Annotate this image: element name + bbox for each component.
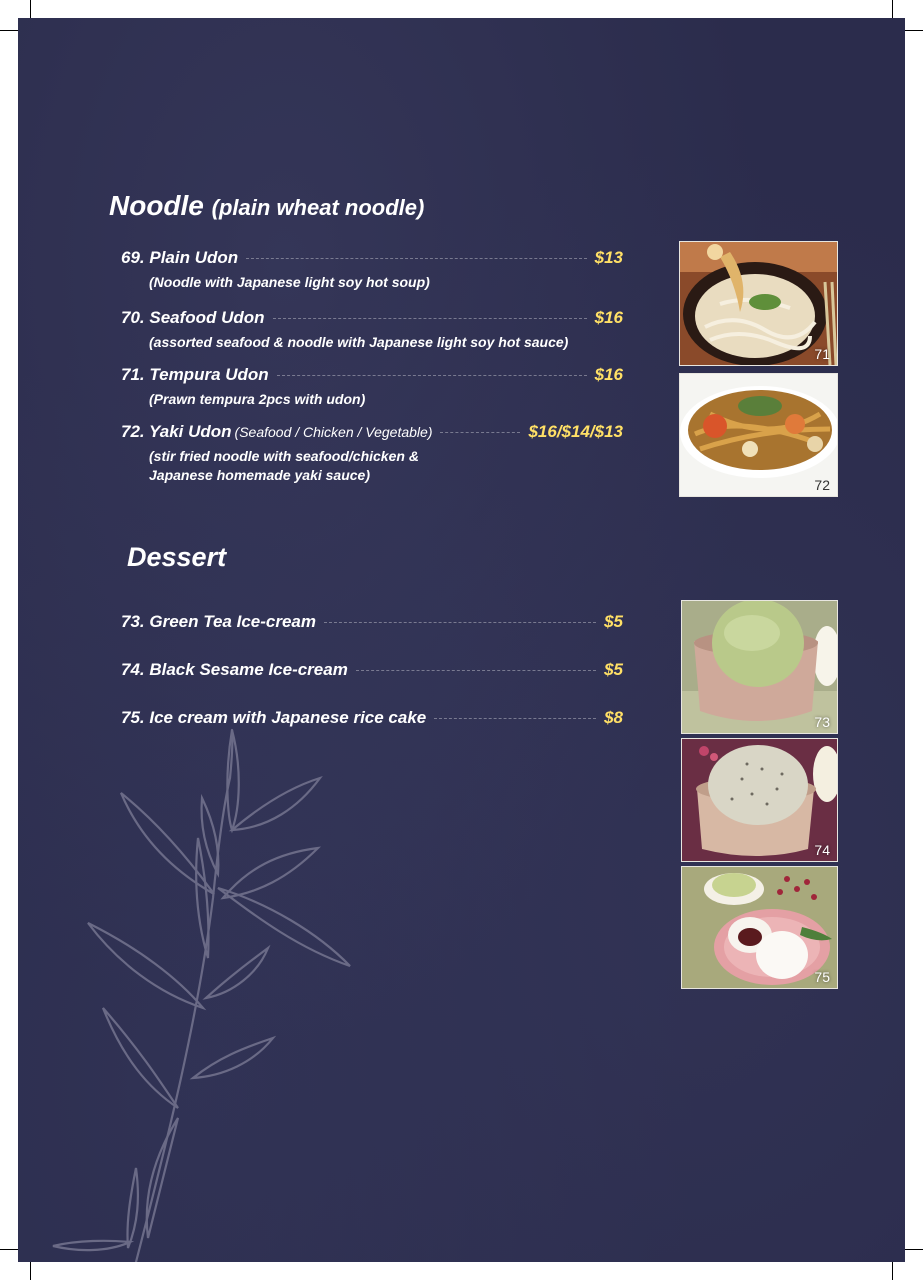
dot-leader	[324, 622, 596, 623]
dot-leader	[273, 318, 587, 319]
photo-74-black-sesame-ice-cream	[681, 738, 838, 862]
dessert-section-title	[127, 542, 226, 573]
dot-leader	[277, 375, 587, 376]
photo-75-ice-cream-rice-cake	[681, 866, 838, 989]
menu-item-74	[121, 660, 623, 680]
item-name: 72. Yaki Udon	[121, 422, 232, 441]
crop-mark	[905, 1249, 923, 1250]
item-description: (Noodle with Japanese light soy hot soup)	[149, 274, 430, 290]
noodle-section-title	[109, 190, 424, 222]
item-description: (Prawn tempura 2pcs with udon)	[149, 391, 366, 407]
item-description: (stir fried noodle with seafood/chicken & Japanese homemade yaki sauce)	[149, 448, 419, 483]
dot-leader	[434, 718, 596, 719]
item-name: 75. Ice cream with Japanese rice cake	[121, 708, 427, 727]
photo-number: 75	[814, 969, 830, 985]
item-name: 70. Seafood Udon	[121, 308, 265, 327]
item-price: $13	[594, 248, 623, 267]
crop-mark	[0, 30, 18, 31]
item-price: $5	[604, 660, 623, 679]
photo-73-green-tea-ice-cream	[681, 600, 838, 734]
menu-item-70	[121, 308, 623, 352]
menu-item-71	[121, 365, 623, 409]
item-price: $5	[604, 612, 623, 631]
dot-leader	[356, 670, 596, 671]
photo-number: 74	[814, 842, 830, 858]
menu-item-69	[121, 248, 623, 292]
dessert-title: Dessert	[127, 542, 227, 572]
menu-item-75	[121, 708, 623, 728]
photo-number: 72	[814, 477, 830, 493]
item-price: $16/$14/$13	[528, 422, 623, 441]
crop-mark	[30, 1262, 31, 1280]
menu-item-73	[121, 612, 623, 632]
item-name: 74. Black Sesame Ice-cream	[121, 660, 348, 679]
crop-mark	[892, 0, 893, 18]
crop-mark	[905, 30, 923, 31]
item-name: 71. Tempura Udon	[121, 365, 269, 384]
crop-mark	[0, 1249, 18, 1250]
item-name: 69. Plain Udon	[121, 248, 239, 267]
dot-leader	[440, 432, 520, 433]
photo-number: 71	[814, 346, 830, 362]
crop-mark	[30, 0, 31, 18]
photo-72-yaki-udon	[679, 373, 838, 497]
menu-page	[18, 18, 905, 1262]
item-price: $16	[594, 308, 623, 327]
noodle-subtitle: (plain wheat noodle)	[211, 195, 425, 220]
menu-item-72	[121, 422, 623, 485]
noodle-title: Noodle	[109, 190, 204, 221]
dot-leader	[246, 258, 586, 259]
item-price: $8	[604, 708, 623, 727]
item-name: 73. Green Tea Ice-cream	[121, 612, 316, 631]
photo-number: 73	[814, 714, 830, 730]
photo-71-tempura-udon	[679, 241, 838, 366]
item-description: (assorted seafood & noodle with Japanese light soy hot sauce)	[149, 334, 569, 350]
item-price: $16	[594, 365, 623, 384]
item-variants: (Seafood / Chicken / Vegetable)	[234, 424, 433, 440]
crop-mark	[892, 1262, 893, 1280]
